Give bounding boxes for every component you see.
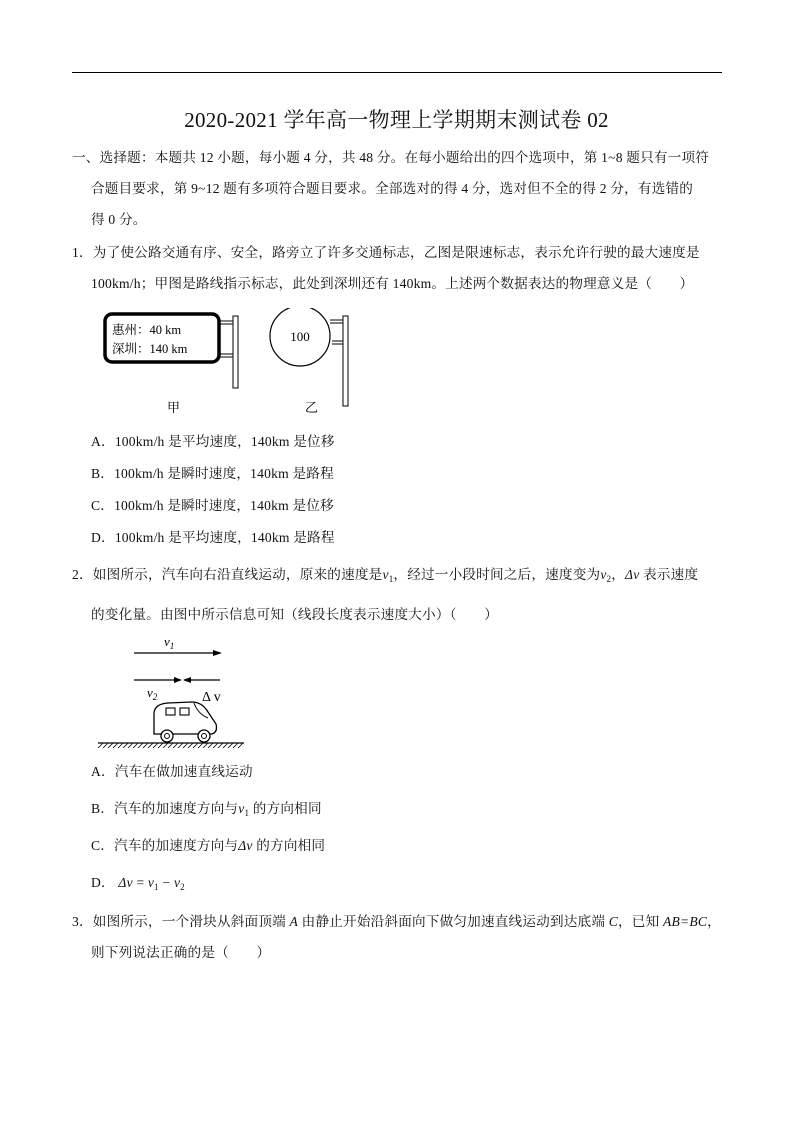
question-1-option-c: C．100km/h 是瞬时速度，140km 是位移 — [91, 498, 334, 513]
sign-a-line-1: 惠州：40 km — [112, 323, 182, 337]
question-2-option-c: C．汽车的加速度方向与Δv 的方向相同 — [91, 838, 326, 853]
question-1-option-d: D．100km/h 是平均速度，140km 是路程 — [91, 530, 335, 545]
header-rule — [72, 72, 722, 73]
question-1-stem-line-2: 100km/h；甲图是路线指示标志，此处到深圳还有 140km。上述两个数据表达的物理意义是（ ） — [91, 276, 694, 291]
question-1-stem-line-1: 1．为了使公路交通有序、安全，路旁立了许多交通标志，乙图是限速标志，表示允许行驶的最大速度是 — [72, 245, 700, 260]
question-2-stem-line-1: 2．如图所示，汽车向右沿直线运动，原来的速度是$v_1$，经过一小段时间之后，速度变为$v_2$，Δv 表示速度 — [72, 567, 699, 584]
section-heading-line-3: 得 0 分。 — [91, 212, 147, 227]
svg-text:v1: $v_1$ — [164, 634, 175, 651]
section-heading-line-1: 一、选择题：本题共 12 小题，每小题 4 分，共 48 分。在每小题给出的四个选项中，第 1~8 题只有一项符 — [72, 150, 710, 165]
sign-b-caption: 乙 — [305, 400, 319, 415]
question-1-figure — [100, 308, 350, 416]
question-1-option-b: B．100km/h 是瞬时速度，140km 是路程 — [91, 466, 334, 481]
svg-text:v2: $v_2$ — [147, 685, 158, 702]
question-2-option-b: B．汽车的加速度方向与$v_1$ 的方向相同 — [91, 801, 322, 818]
sign-b-value: 100 — [290, 329, 310, 344]
svg-text:Δ v: Δ v — [202, 690, 221, 705]
question-2-option-a: A．汽车在做加速直线运动 — [91, 764, 253, 779]
question-3-stem-line-1: 3．如图所示，一个滑块从斜面顶端 A 由静止开始沿斜面向下做匀加速直线运动到达底端 C，已知 AB=BC， — [72, 914, 721, 929]
traffic-signs-diagram — [100, 308, 350, 416]
question-2-stem-line-2: 的变化量。由图中所示信息可知（线段长度表示速度大小）（ ） — [91, 607, 499, 622]
question-1-option-a: A．100km/h 是平均速度，140km 是位移 — [91, 434, 335, 449]
question-number: 1． — [72, 245, 93, 260]
sign-a-line-2: 深圳：140 km — [112, 342, 188, 356]
car-velocity-diagram — [92, 628, 252, 748]
sign-a-caption: 甲 — [167, 400, 181, 415]
section-heading-line-2: 合题目要求，第 9~12 题有多项符合题目要求。全部选对的得 4 分，选对但不全的得 2 分，有选错的 — [91, 181, 694, 196]
question-2-option-d: D． $\Delta v = v_1 - v_2$ — [91, 875, 185, 892]
page-title: 2020-2021 学年高一物理上学期期末测试卷 02 — [184, 108, 609, 132]
question-2-figure — [92, 628, 252, 748]
question-3-stem-line-2: 则下列说法正确的是（ ） — [91, 945, 271, 960]
